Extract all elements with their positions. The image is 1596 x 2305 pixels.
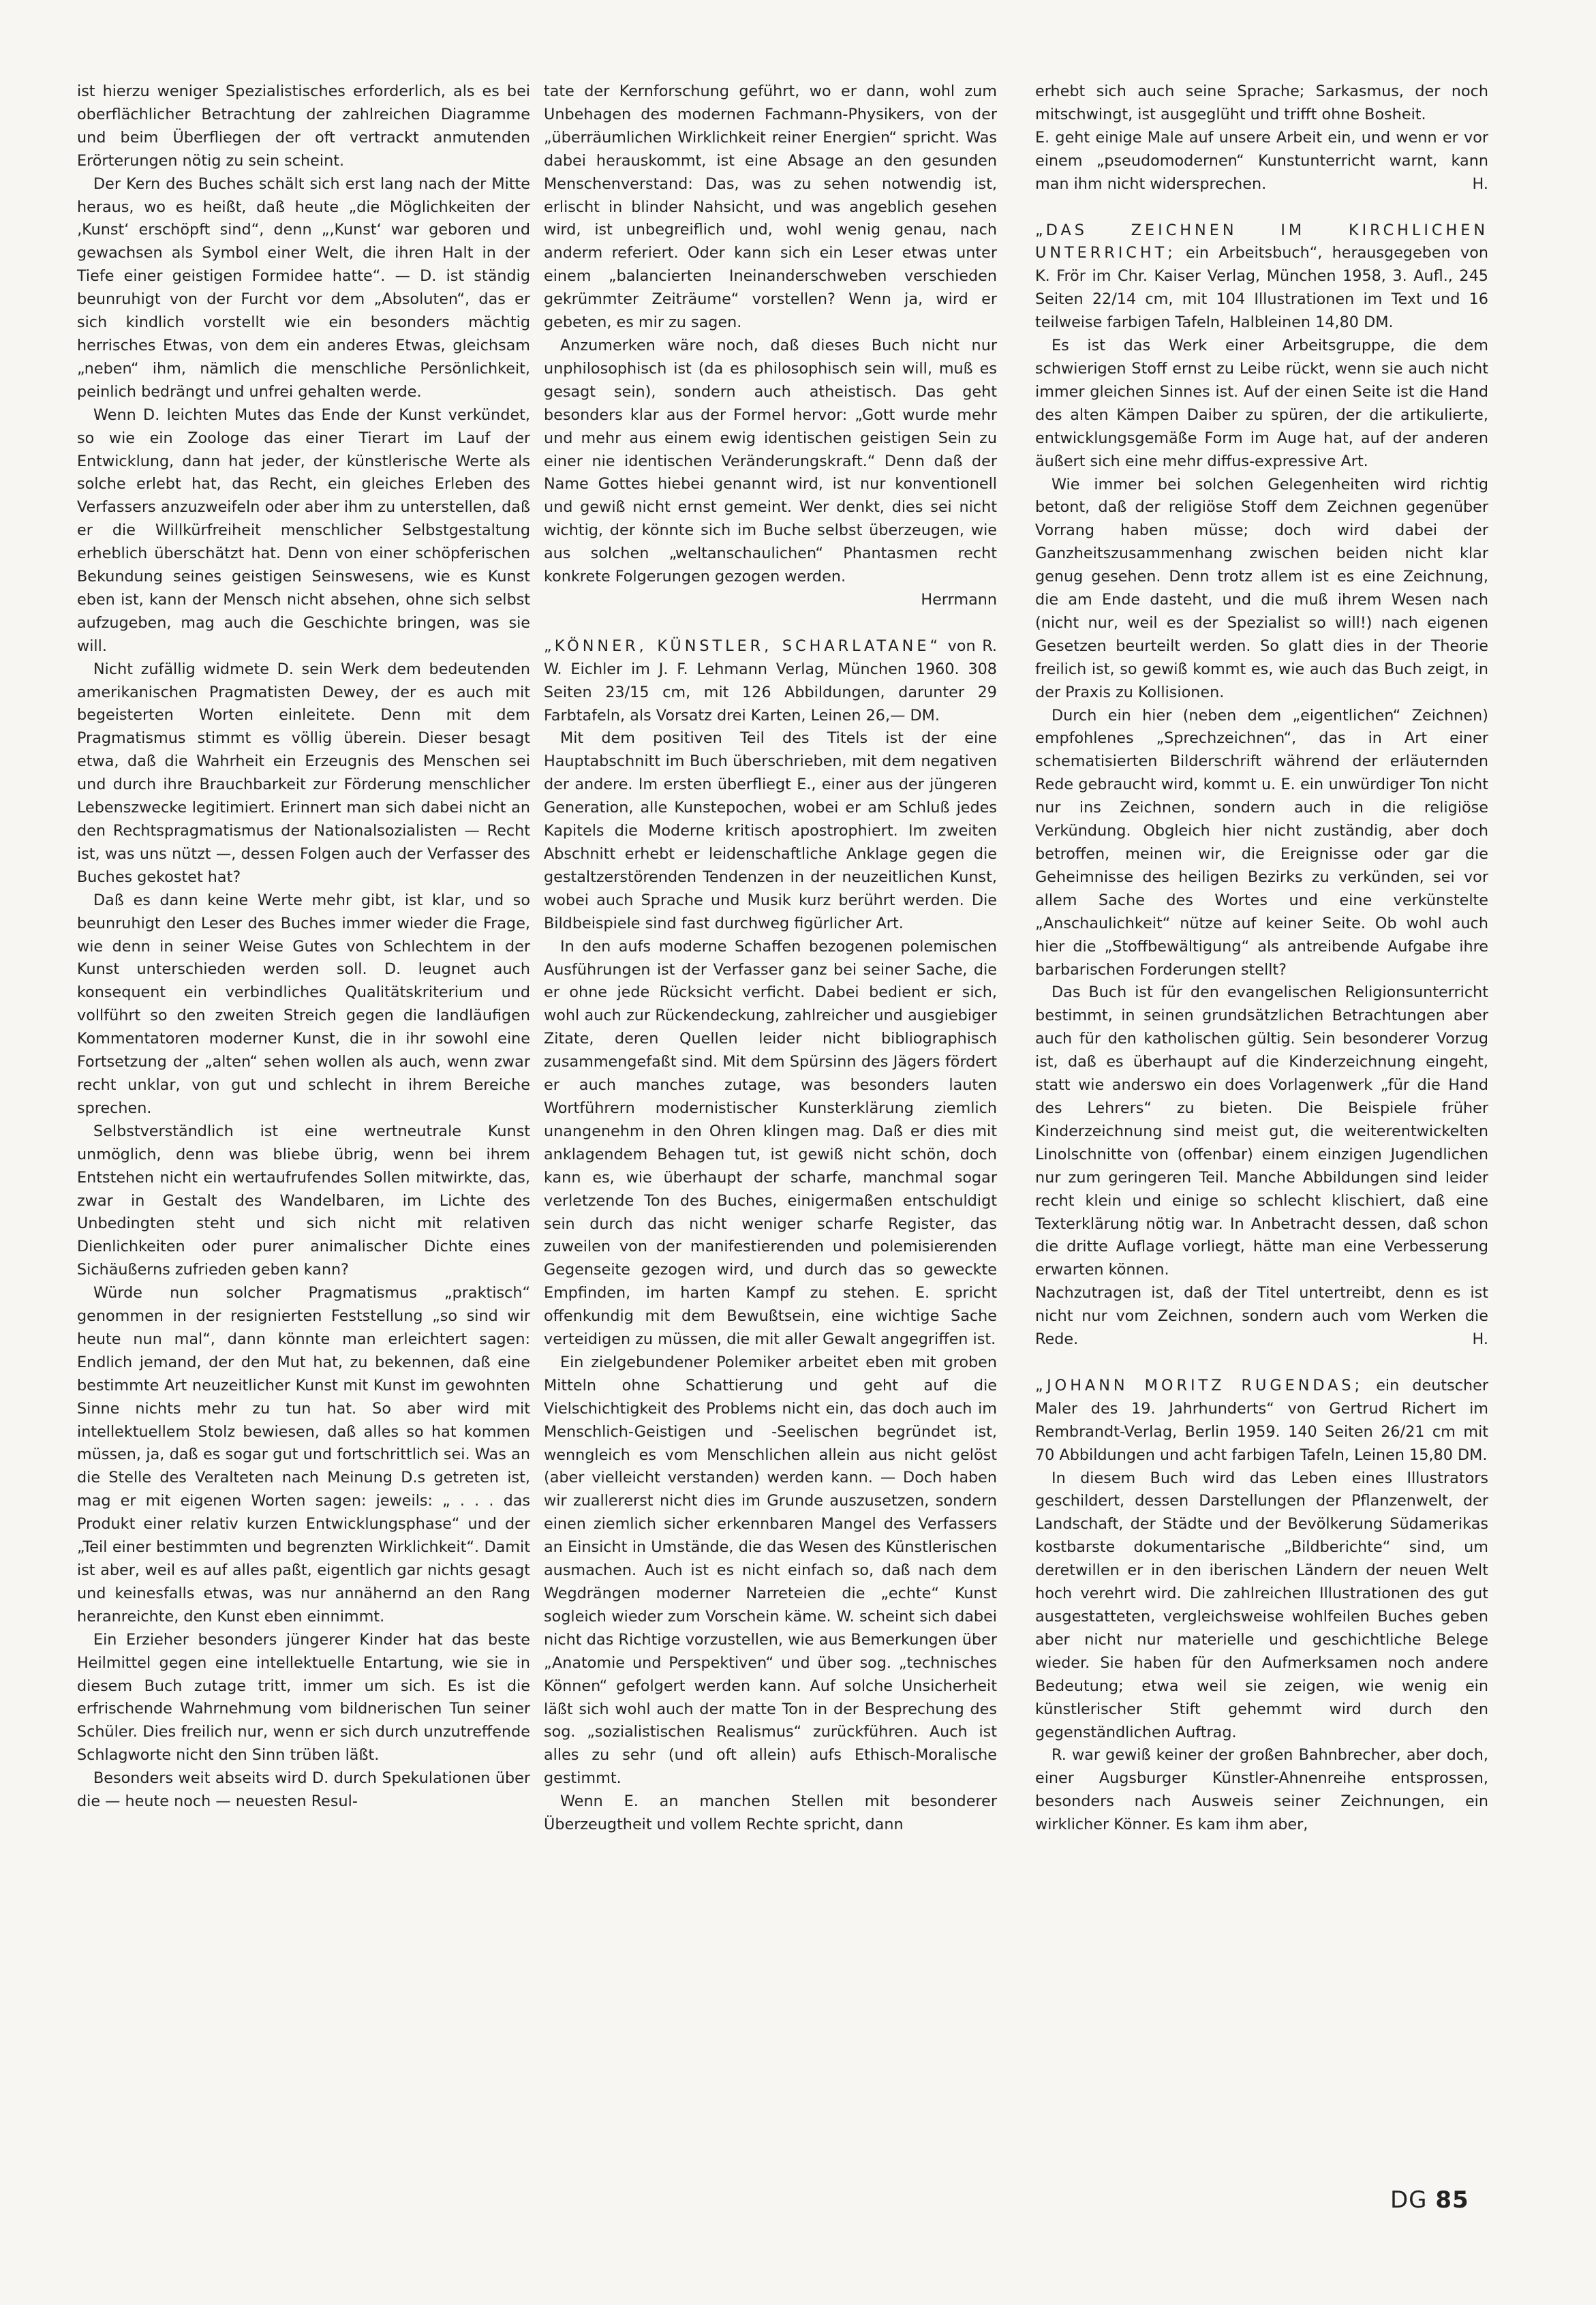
paragraph: Selbstverständlich ist eine wertneutrale Kunst unmöglich, denn was bliebe übrig, wenn bei ihrem Entstehen nicht ein wertaufrufendes Sollen mitwirkte, das, zwar in Gestalt des Wandelbaren, im Lichte des Unbedingten steht und sich nicht mit relativen Dienlichkeiten oder purer animalischer Dichte eines Sichäußerns zufrieden geben kann?	[77, 1122, 530, 1279]
paragraph: Ein zielgebundener Polemiker arbeitet eben mit groben Mitteln ohne Schattierung und geht auf die Vielschichtigkeit des Problems nicht ein, das doch auch im Menschlich-Geistigen und -Seelischen begründet ist, wenngleich es vom Menschlichen allein aus nicht gelöst (aber vielleicht verstanden) werden kann. — Doch haben wir zuallererst nicht dies im Grunde auszusetzen, sondern einen ziemlich sicher erkennbaren Mangel des Verfassers an Einsicht in Umstände, die das Wesen des Künstlerischen ausmachen. Auch ist es nicht einfach so, daß nach dem Wegdrängen moderner Narreteien die „echte“ Kunst sogleich wieder zum Vorschein käme. W. scheint sich dabei nicht das Richtige vorzustellen, wie aus Bemerkungen über „Anatomie und Perspektiven“ und über sog. „technisches Können“ gefolgert werden kann. Auf solche Unsicherheit läßt sich wohl auch der matte Ton in der Besprechung des sog. „sozialistischen Realismus“ zurückführen. Auch ist alles zu sehr (und oft allein) aufs Ethisch-Moralische gestimmt.	[544, 1353, 997, 1788]
paragraph: Wenn E. an manchen Stellen mit besonderer Überzeugtheit und vollem Rechte spricht, dann	[544, 1792, 997, 1834]
paragraph-text: E. geht einige Male auf unsere Arbeit ein, und wenn er vor einem „pseudomodernen“ Kunstunterricht warnt, kann man ihm nicht widersprechen.	[1035, 128, 1488, 193]
paragraph: Ein Erzieher besonders jüngerer Kinder hat das beste Heilmittel gegen eine intellektuelle Entartung, wie sie in diesem Buch zutage tritt, immer um sich. Es ist die erfrischende Wahrnehmung vom bildnerischen Tun seiner Schüler. Dies freilich nur, wenn er sich durch unzutreffende Schlagworte nicht den Sinn trüben läßt.	[77, 1630, 530, 1765]
book-details: von R. W. Eichler im J. F. Lehmann Verlag, München 1960. 308 Seiten 23/15 cm, mit 126 Abbildungen, darunter 29 Farbtafeln, als Vorsatz drei Karten, Leinen 26,— DM.	[544, 637, 997, 724]
book-details: ein Arbeitsbuch“, herausgegeben von K. Frör im Chr. Kaiser Verlag, München 1958, 3. Aufl., 245 Seiten 22/14 cm, mit 104 Illustrationen im Text und 16 teilweise farbigen Tafeln, Halbleinen 14,80 DM.	[1035, 244, 1488, 332]
paragraph: Durch ein hier (neben dem „eigentlichen“ Zeichnen) empfohlenes „Sprechzeichnen“, das in Art einer schematisierten Bilderschrift während der erläuternden Rede gebraucht wird, kommt u. E. ein unwürdiger Ton nicht nur ins Zeichnen, sondern auch in die religiöse Verkündung. Obgleich hier nicht zuständig, aber doch betroffen, meinen wir, die Ereignisse oder gar die Geheimnisse des heiligen Bezirks zu verkünden, sei vor allem Sache des Wortes und eine verkünstelte „Anschaulichkeit“ nütze auf keiner Seite. Ob wohl auch hier die „Stoffbewältigung“ als antreibende Aufgabe ihre barbarischen Forderungen stellt?	[1035, 706, 1488, 979]
book-title: „DAS ZEICHNEN IM KIRCHLICHEN UNTERRICHT;	[1035, 221, 1488, 262]
paragraph-signed	[1035, 1282, 1488, 1352]
book-details: ein deutscher Maler des 19. Jahrhunderts“ von Gertrud Richert im Rembrandt-Verlag, Berlin 1959. 140 Seiten 26/21 cm mit 70 Abbildungen und acht farbigen Tafeln, Leinen 15,80 DM.	[1035, 1376, 1488, 1464]
review-heading	[1035, 219, 1488, 335]
column-3	[1035, 80, 1488, 1837]
page-footer	[1390, 2186, 1469, 2214]
paragraph-continued: tate der Kernforschung geführt, wo er dann, wohl zum Unbehagen des modernen Fachmann-Physikers, von der „überräumlichen Wirklichkeit reiner Energien“ spricht. Was dabei herauskommt, ist eine Absage an den gesunden Menschenverstand: Das, was zu sehen notwendig ist, erlischt in blinder Nahsicht, und was angeblich gesehen wird, ist unbegreiflich und, wohl wenig genau, nach anderm referiert. Oder kann sich ein Leser etwas unter einem „balancierten Ineinanderschweben verschieden gekrümmter Zeiträume“ vorstellen? Wenn ja, wird er gebeten, es mir zu sagen.	[544, 82, 997, 332]
review-signature-line	[544, 589, 997, 612]
column-2	[544, 80, 997, 1837]
paragraph: Anzumerken wäre noch, daß dieses Buch nicht nur unphilosophisch ist (da es philosophisch sein will, muß es gesagt sein), sondern auch atheistisch. Das geht besonders klar aus der Formel hervor: „Gott wurde mehr und mehr aus einem ewig identischen geistigen Sein zu einer nie identischen Veränderungskraft.“ Denn daß der Name Gottes hiebei genannt wird, ist nur konventionell und gewiß nicht ernst gemeint. Wer denkt, dies sei nicht wichtig, der könnte sich im Buche selbst überzeugen, wie aus solchen „weltanschaulichen“ Phantasmen recht konkrete Folgerungen gezogen werden.	[544, 336, 997, 586]
paragraph: Wenn D. leichten Mutes das Ende der Kunst verkündet, so wie ein Zoologe das einer Tierart im Lauf der Entwicklung, dann hat jeder, der künstlerische Werte als solche erlebt hat, das Recht, ein gleiches Erleben des Verfassers anzuzweifeln oder aber ihm zu unterstellen, daß er die Willkürfreiheit menschlicher Selbstgestaltung erheblich überschätzt hat. Denn von einer schöpferischen Bekundung seines geistigen Seinswesens, wie es Kunst eben ist, kann der Mensch nicht absehen, ohne sich selbst aufzugeben, mag auch die Geschichte bringen, was sie will.	[77, 406, 530, 655]
paragraph: Es ist das Werk einer Arbeitsgruppe, die dem schwierigen Stoff ernst zu Leibe rückt, wenn sie auch nicht immer gleichen Sinnes ist. Auf der einen Seite ist die Hand des alten Kämpen Daiber zu spüren, der die artikulierte, entwicklungsgemäße Form im Auge hat, auf der anderen äußert sich eine mehr diffus-expressive Art.	[1035, 337, 1488, 470]
book-title: „JOHANN MORITZ RUGENDAS;	[1035, 1376, 1364, 1394]
review-heading	[1035, 1375, 1488, 1467]
paragraph: Würde nun solcher Pragmatismus „praktisch“ genommen in der resignierten Feststellung „so sind wir heute nun mal“, dann könnte man erleichtert sagen: Endlich jemand, der den Mut hat, zu bekennen, daß eine bestimmte Art neuzeitlicher Kunst mit Kunst im gewohnten Sinne nichts mehr zu tun hat. So aber wird mit intellektuellem Stolz bewiesen, daß alles so hat kommen müssen, ja, daß es sogar gut und fortschrittlich sei. Was an die Stelle des Veralteten nach Meinung D.s getreten ist, mag er mit eigenen Worten sagen: jeweils: „ . . . das Produkt einer relativ kurzen Entwicklungsphase“ und der „Teil einer bestimmten und begrenzten Wirklichkeit“. Damit ist aber, weil es auf alles paßt, eigentlich gar nichts gesagt und keinesfalls etwas, was nur annähernd an den Rang heranreichte, den Kunst eben einnimmt.	[77, 1284, 530, 1625]
review-signature: H.	[1472, 174, 1488, 193]
column-1	[77, 80, 530, 1814]
journal-abbreviation: DG	[1390, 2186, 1428, 2214]
review-heading	[544, 635, 997, 728]
paragraph: Nicht zufällig widmete D. sein Werk dem bedeutenden amerikanischen Pragmatisten Dewey, der es auch mit begeisterten Worten einleitete. Denn mit dem Pragmatismus stimmt es völlig überein. Dieser besagt etwa, daß die Wahrheit ein Erzeugnis des Menschen sei und durch ihre Brauchbarkeit zur Förderung menschlicher Lebenszwecke legitimiert. Erinnert man sich dabei nicht an den Rechtspragmatismus der Nationalsozialisten — Recht ist, was uns nützt —, dessen Folgen auch der Verfasser des Buches gekostet hat?	[77, 660, 530, 886]
paragraph: Wie immer bei solchen Gelegenheiten wird richtig betont, daß der religiöse Stoff dem Zeichnen gegenüber Vorrang haben müsse; doch wird dabei der Ganzheitszusammenhang zwischen beiden nicht klar genug gesehen. Denn trotz allem ist es eine Zeichnung, die am Ende dasteht, und die muß ihrem Wesen nach (nicht nur, weil es der Spezialist so will!) nach eigenen Gesetzen beurteilt werden. So glatt dies in der Theorie freilich ist, so gewiß kommt es, wie auch das Buch zeigt, in der Praxis zu Kollisionen.	[1035, 475, 1488, 701]
paragraph: Besonders weit abseits wird D. durch Spekulationen über die — heute noch — neuesten Resul-	[77, 1769, 530, 1811]
paragraph: In diesem Buch wird das Leben eines Illustrators geschildert, dessen Darstellungen der Pflanzenwelt, der Landschaft, der Städte und der Bevölkerung Südamerikas kostbarste dokumentarische „Bildberichte“ sind, um deretwillen er in den iberischen Ländern der neuen Welt hoch verehrt wird. Die zahlreichen Illustrationen des gut ausgestatteten, vergleichsweise wohlfeilen Buches geben aber nicht nur materielle und geschichtliche Belege wieder. Sie haben für den Aufmerksamen noch andere Bedeutung; etwa weil sie zeigen, wie wenig ein künstlerischer Stift gehemmt wird durch den gegenständlichen Auftrag.	[1035, 1469, 1488, 1741]
page-number: 85	[1435, 2186, 1469, 2214]
book-title: „KÖNNER, KÜNSTLER, SCHARLATANE“	[544, 637, 941, 655]
paragraph-text: Nachzutragen ist, daß der Titel untertreibt, denn es ist nicht nur vom Zeichnen, sondern auch vom Werken die Rede.	[1035, 1284, 1488, 1349]
paragraph: Mit dem positiven Teil des Titels ist der eine Hauptabschnitt im Buch überschrieben, mit dem negativen der andere. Im ersten überfliegt E., einer aus der jüngeren Generation, alle Kunstepochen, wobei er am Schluß jedes Kapitels die Moderne kritisch apostrophiert. Im zweiten Abschnitt erhebt er leidenschaftliche Anklage gegen die gestaltzerstörenden Tendenzen in der neuzeitlichen Kunst, wobei auch Sprache und Musik kurz berührt werden. Die Bildbeispiele sind fast durchweg figürlicher Art.	[544, 729, 997, 932]
paragraph: R. war gewiß keiner der großen Bahnbrecher, aber doch, einer Augsburger Künstler-Ahnenreihe entsprossen, besonders nach Ausweis seiner Zeichnungen, ein wirklicher Könner. Es kam ihm aber,	[1035, 1746, 1488, 1834]
paragraph-continued: erhebt sich auch seine Sprache; Sarkasmus, der noch mitschwingt, ist ausgeglüht und trifft ohne Bosheit.	[1035, 82, 1488, 123]
paragraph: In den aufs moderne Schaffen bezogenen polemischen Ausführungen ist der Verfasser ganz bei seiner Sache, die er ohne jede Rücksicht verficht. Dabei bedient er sich, wohl auch zur Rückendeckung, zahlreicher und ausgiebiger Zitate, deren Quellen leider nicht bibliographisch zusammengefaßt sind. Mit dem Spürsinn des Jägers fördert er auch manches zutage, was besonders lauten Wortführern modernistischer Kunsterklärung ziemlich unangenehm in den Ohren klingen mag. Daß er dies mit anklagendem Behagen tut, ist gewiß nicht schön, doch kann es, wie überhaupt der scharfe, manchmal sogar verletzende Ton des Buches, einigermaßen entschuldigt sein durch das nicht weniger scharfe Register, das zuweilen von der manifestierenden und polemisierenden Gegenseite gezogen wird, und durch das so geweckte Empfinden, im harten Kampf zu stehen. E. spricht offenkundig mit dem Bewußtsein, eine wichtige Sache verteidigen zu müssen, die mit aller Gewalt angegriffen ist.	[544, 937, 997, 1349]
paragraph: Daß es dann keine Werte mehr gibt, ist klar, und so beunruhigt den Leser des Buches immer wieder die Frage, wie denn in seiner Weise Gutes von Schlechtem in der Kunst unterschieden werden soll. D. leugnet auch konsequent ein verbindliches Qualitätskriterium und vollführt so den zweiten Streich gegen die landläufigen Kommentatoren moderner Kunst, die in ihr sowohl eine Fortsetzung der „alten“ sehen wollen als auch, wenn zwar recht unklar, von gut und schlecht in ihrem Bereiche sprechen.	[77, 891, 530, 1117]
review-signature: Herrmann	[921, 590, 997, 609]
review-signature: H.	[1472, 1330, 1488, 1349]
paragraph-signed	[1035, 127, 1488, 196]
paragraph: Der Kern des Buches schält sich erst lang nach der Mitte heraus, wo es heißt, daß heute „die Möglichkeiten der ‚Kunst‘ erschöpft sind“, denn „‚Kunst‘ war geboren und gewachsen als Symbol einer Welt, die ihren Halt in der Tiefe einer geistigen Formidee hatte“. — D. ist ständig beunruhigt von der Furcht vor dem „Absoluten“, das er sich kindlich vorstellt wie ein besonders mächtig herrisches Etwas, von dem ein anderes Etwas, gleichsam „neben“ ihm, nämlich die menschliche Persönlichkeit, peinlich bedrängt und unfrei gehalten werde.	[77, 174, 530, 401]
paragraph-continued: ist hierzu weniger Spezialistisches erforderlich, als es bei oberflächlicher Betrachtung der zahlreichen Diagramme und beim Überfliegen der oft vertrackt anmutenden Erörterungen nötig zu sein scheint.	[77, 82, 530, 170]
paragraph: Das Buch ist für den evangelischen Religionsunterricht bestimmt, in seinen grundsätzlichen Betrachtungen aber auch für den katholischen gültig. Sein besonderer Vorzug ist, daß es überhaupt auf die Kinderzeichnung eingeht, statt wie anderswo ein does Vorlagenwerk „für die Hand des Lehrers“ zu bieten. Die Beispiele früher Kinderzeichnung sind meist gut, die weiterentwickelten Linolschnitte von (offenbar) einem einzigen Jugendlichen nur zum geringeren Teil. Manche Abbildungen sind leider recht klein und einige so schlecht klischiert, daß eine Texterklärung nötig war. In Anbetracht dessen, daß schon die dritte Auflage vorliegt, hätte man eine Verbesserung erwarten können.	[1035, 983, 1488, 1279]
